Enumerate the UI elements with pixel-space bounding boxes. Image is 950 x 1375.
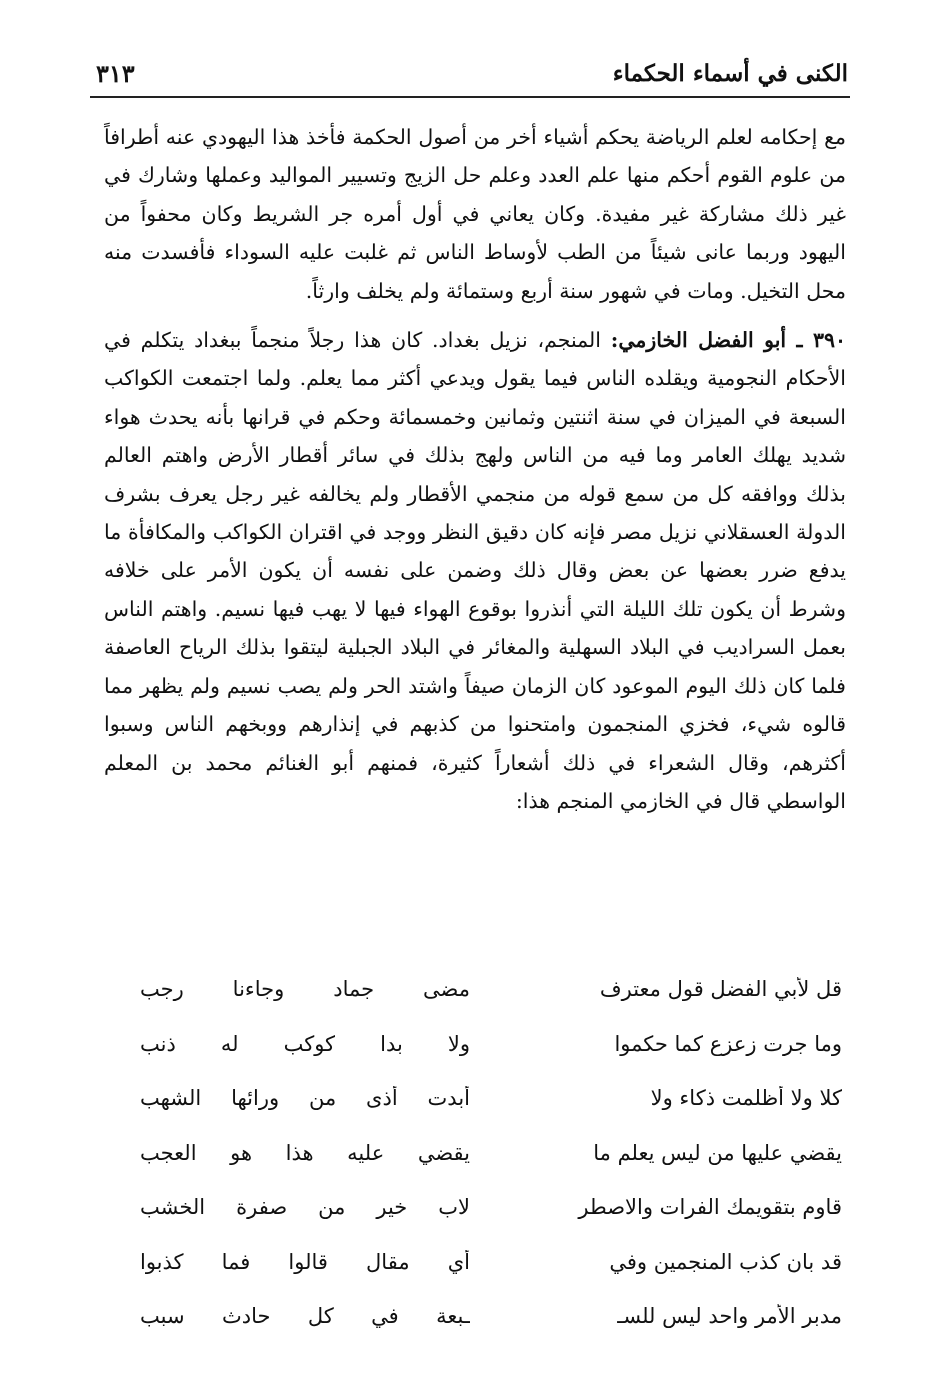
poem-first-hemistich: قاوم بتقويمك الفرات والاصطر (578, 1195, 842, 1220)
paragraph-1 (104, 118, 846, 310)
poem-first-hemistich: يقضي عليها من ليس يعلم ما (593, 1140, 842, 1165)
poem-second-hemistich: أي مقال قالوا فما كذبوا (140, 1249, 470, 1274)
poem-first-hemistich: قد بان كذب المنجمين وفي (609, 1249, 842, 1274)
poem-verse (140, 1071, 842, 1126)
body-text (104, 118, 846, 820)
poem-verse (140, 1235, 842, 1290)
header-rule (90, 96, 850, 98)
poem-verse (140, 1180, 842, 1235)
poem-first-hemistich: كلا ولا أظلمت ذكاء ولا (650, 1086, 842, 1111)
entry-title: ٣٩٠ ـ أبو الفضل الخازمي: (610, 328, 846, 353)
poem-first-hemistich: مدبر الأمر واحد ليس للسـ (617, 1304, 842, 1329)
poem-verse (140, 1289, 842, 1344)
poem (140, 962, 842, 1344)
poem-second-hemistich: لاب خير من صفرة الخشب (140, 1195, 470, 1220)
poem-second-hemistich: ولا بدا كوكب له ذنب (140, 1031, 470, 1056)
poem-first-hemistich: قل لأبي الفضل قول معترف (599, 977, 842, 1002)
poem-first-hemistich: وما جرت زعزع كما حكموا (614, 1031, 842, 1056)
poem-second-hemistich: مضى جماد وجاءنا رجب (140, 977, 470, 1002)
poem-verse (140, 1017, 842, 1072)
paragraph-2-text: المنجم، نزيل بغداد. كان هذا رجلاً منجماً ببغداد يتكلم في الأحكام النجومية ويقلده الناس فيما يقول ويدعي أكثر مما يعلم. ولما اجتمعت الكواكب السبعة في الميزان في سنة اثنتين وثمانين وخمسمائة وحكم في قرانها بأنه يحدث هواء شديد يهلك العامر وما فيه من الناس ولهج بذلك في سائر أقطار الأرض واهتم العالم بذلك ووافقه كل من سمع قوله من منجمي الأقطار ولم يخالفه غير رجل يعرف بشرف الدولة العسقلاني نزيل مصر فإنه كان دقيق النظر ووجد في اقتران الكواكب والمكافأة ما يدفع ضرر بعضها عن بعض وقال ذلك وضمن على نفسه أن يكون الأمر على خلافه وشرط أن يكون تلك الليلة التي أنذروا بوقوع الهواء فيها لا يهب فيها نسيم. واهتم الناس بعمل السراديب في البلاد السهلية والمغائر في البلاد الجبلية ليتقوا بذلك الرياح العاصفة فلما كان ذلك اليوم الموعود كان الزمان صيفاً واشتد الحر ولم يصب نسيم ولم يظهر مما قالوه شيء، فخزي المنجمون وامتحنوا من كذبهم في إنذارهم ووبخهم الناس وسبوا أكثرهم، وقال الشعراء في ذلك أشعاراً كثيرة، فمنهم أبو الغنائم محمد بن المعلم الواسطي قال في الخازمي المنجم هذا: (104, 328, 846, 813)
poem-verse (140, 962, 842, 1017)
poem-second-hemistich: ـبعة في كل حادث سبب (140, 1304, 470, 1329)
page-number: ٣١٣ (96, 58, 135, 88)
running-title: الكنى في أسماء الحكماء (612, 59, 848, 87)
paragraph-1-text: مع إحكامه لعلم الرياضة يحكم أشياء أخر من أصول الحكمة فأخذ هذا اليهودي عنه أطرافاً من علوم القوم أحكم منها علم العدد وعلم حل الزيج وتسيير المواليد وعملها وشارك في غير ذلك مشاركة غير مفيدة. وكان يعاني في أول أمره جر الشريط وكان محفواً من اليهود وربما عانى شيئاً من الطب لأوساط الناس ثم غلبت عليه السوداء فأفسدت منه محل التخيل. ومات في شهور سنة أربع وستمائة ولم يخلف وارثاً. (104, 125, 846, 303)
page-header (96, 50, 848, 96)
poem-second-hemistich: يقضي عليه هذا هو العجب (140, 1140, 470, 1165)
poem-second-hemistich: أبدت أذى من ورائها الشهب (140, 1086, 470, 1111)
poem-verse (140, 1126, 842, 1181)
paragraph-entry-390 (104, 321, 846, 820)
